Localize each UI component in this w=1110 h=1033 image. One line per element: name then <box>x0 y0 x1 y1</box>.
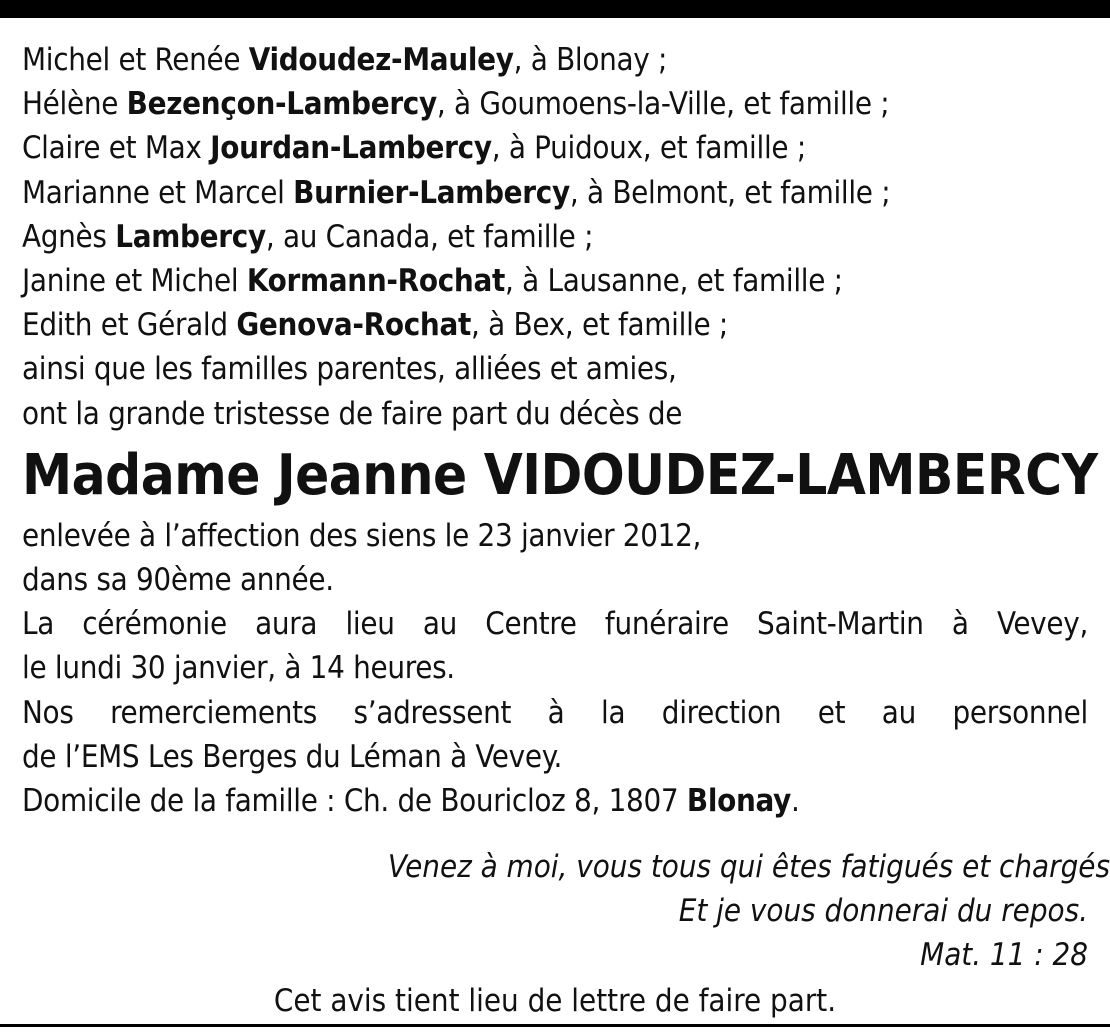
quote-line-2: Et je vous donnerai du repos. <box>678 893 1088 930</box>
closing-line: Cet avis tient lieu de lettre de faire part. <box>273 983 837 1020</box>
family-line-1 <box>22 82 1088 126</box>
death-date-line: enlevée à l’affection des siens le 23 janvier 2012, <box>22 517 702 554</box>
age-line: dans sa 90ème année. <box>22 562 334 599</box>
family-location: , à Lausanne, et famille ; <box>505 263 843 300</box>
top-border-bar <box>0 0 1110 18</box>
family-location: , à Puidoux, et famille ; <box>491 130 806 167</box>
family-line-2 <box>22 126 1088 170</box>
family-line-6 <box>22 303 1088 347</box>
domicile-address: Domicile de la famille : Ch. de Bouricloz 8, 1807 <box>22 783 687 820</box>
family-first-names: Edith et Gérald <box>22 307 237 344</box>
family-line-5 <box>22 259 1088 303</box>
family-location: , au Canada, et famille ; <box>265 218 594 255</box>
family-surname: Burnier-Lambercy <box>293 174 570 211</box>
family-first-names: Agnès <box>22 218 116 255</box>
family-first-names: Janine et Michel <box>22 263 247 300</box>
family-surname: Genova-Rochat <box>236 307 472 344</box>
family-first-names: Hélène <box>22 86 127 123</box>
quote-reference: Mat. 11 : 28 <box>920 937 1088 974</box>
ceremony-date-line: le lundi 30 janvier, à 14 heures. <box>22 650 455 687</box>
family-surname: Vidoudez-Mauley <box>248 42 514 78</box>
thanks-line: Nos remerciements s’adressent à la direction et au personnel <box>22 694 1088 731</box>
thanks-institution-line: de l’EMS Les Berges du Léman à Vevey. <box>22 738 563 775</box>
family-first-names: Michel et Renée <box>22 42 249 78</box>
announcement-line: ont la grande tristesse de faire part du décès de <box>22 395 683 432</box>
family-line-0 <box>22 38 1088 82</box>
quote-line-1: Venez à moi, vous tous qui êtes fatigués et chargés <box>387 849 1110 886</box>
domicile-line <box>22 779 1088 823</box>
domicile-town: Blonay <box>686 783 791 820</box>
deceased-name: Madame Jeanne VIDOUDEZ-LAMBERCY <box>22 442 1098 508</box>
domicile-period: . <box>791 783 800 820</box>
bottom-border-rule <box>0 1024 1110 1027</box>
family-location: , à Goumoens-la-Ville, et famille ; <box>436 86 890 123</box>
ceremony-line: La cérémonie aura lieu au Centre funéraire Saint-Martin à Vevey, <box>22 606 1088 643</box>
bible-quote <box>22 845 1110 977</box>
family-surname: Jourdan-Lambercy <box>210 130 492 167</box>
family-first-names: Marianne et Marcel <box>22 174 294 211</box>
family-location: , à Belmont, et famille ; <box>569 174 891 211</box>
family-line-3 <box>22 171 1088 215</box>
family-location: , à Blonay ; <box>513 42 668 78</box>
obituary-notice <box>22 38 1110 1023</box>
family-line-4 <box>22 215 1088 259</box>
family-surname: Lambercy <box>115 218 266 255</box>
family-surname: Kormann-Rochat <box>246 263 506 300</box>
family-surname: Bezençon-Lambercy <box>126 86 437 123</box>
families-line: ainsi que les familles parentes, alliées et amies, <box>22 351 677 388</box>
family-first-names: Claire et Max <box>22 130 211 167</box>
family-location: , à Bex, et famille ; <box>471 307 729 344</box>
